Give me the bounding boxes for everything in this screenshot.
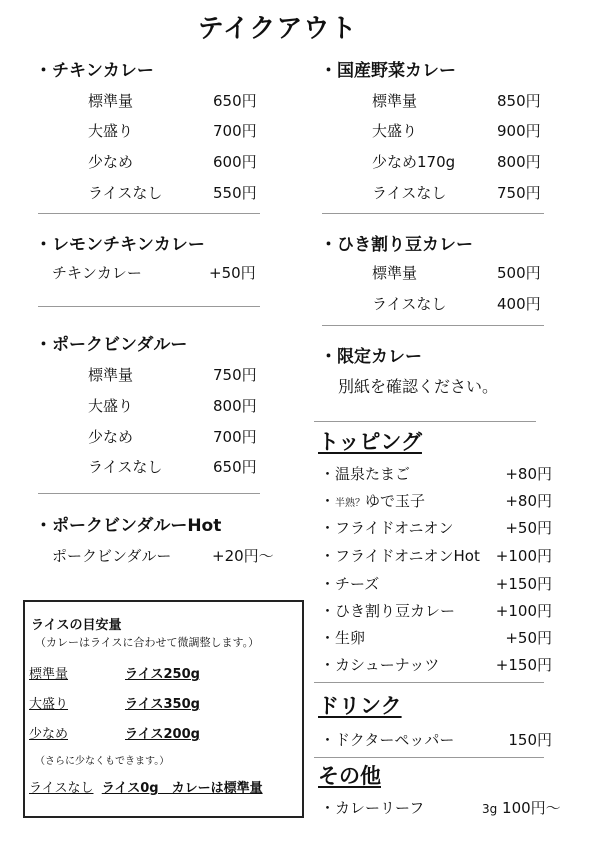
lemon-chicken-heading: ・レモンチキンカレー xyxy=(35,235,205,255)
page-title: テイクアウト xyxy=(197,14,358,44)
pork-vindaloo-hot-heading: ・ポークビンダルーHot xyxy=(35,516,222,536)
rice-guide-small-note: （さらに少なくもできます。） xyxy=(35,756,170,767)
chicken-curry-heading: ・チキンカレー xyxy=(35,61,154,81)
limited-curry-heading: ・限定カレー xyxy=(320,347,422,367)
rice-guide-title: ライスの目安量 xyxy=(31,618,122,633)
rice-guide-row: ライスなし ライス0g カレーは標準量 xyxy=(29,781,263,796)
divider xyxy=(38,213,260,214)
limited-curry-note: 別紙を確認ください。 xyxy=(338,377,499,396)
pork-vindaloo-heading: ・ポークビンダルー xyxy=(35,335,188,355)
divider xyxy=(314,421,536,422)
bean-curry-heading: ・ひき割り豆カレー xyxy=(320,235,473,255)
rice-guide-row: 標準量 ライス250g xyxy=(29,667,200,682)
vegetable-curry-heading: ・国産野菜カレー xyxy=(320,61,456,81)
divider xyxy=(38,493,260,494)
rice-guide-note: （カレーはライスに合わせて微調整します。） xyxy=(35,636,260,649)
toppings-heading: トッピング xyxy=(318,430,422,454)
other-heading: その他 xyxy=(318,764,381,788)
divider xyxy=(314,682,544,683)
rice-guide-box xyxy=(23,600,304,818)
divider xyxy=(322,325,544,326)
divider xyxy=(322,213,544,214)
divider xyxy=(314,757,544,758)
rice-guide-row: 少なめ ライス200g xyxy=(29,727,200,742)
rice-guide-row: 大盛り ライス350g xyxy=(29,697,200,712)
drinks-heading: ドリンク xyxy=(318,694,402,718)
divider xyxy=(38,306,260,307)
